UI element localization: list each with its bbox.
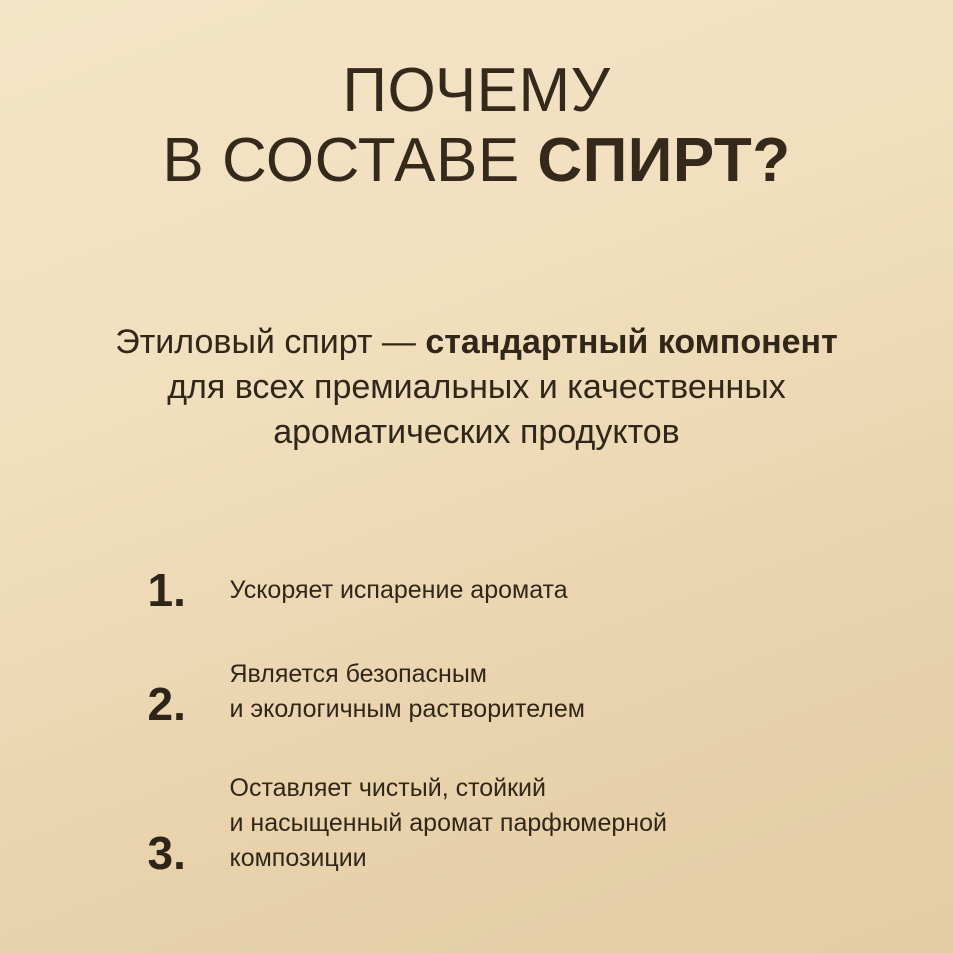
title-line-2-plain: В СОСТАВЕ (162, 126, 538, 196)
list-item-text (230, 771, 667, 876)
list-item-line: и экологичным растворителем (229, 695, 585, 724)
list-item-line: Ускоряет испарение аромата (229, 575, 568, 604)
intro-part-2: для всех премиальных и качественных ароматических продуктов (167, 367, 786, 452)
list-item (147, 771, 868, 880)
list-item-number: 2. (147, 678, 186, 731)
page-title (60, 56, 893, 196)
list-item-number: 3. (147, 827, 186, 880)
title-line-2 (60, 126, 893, 196)
title-line-1: ПОЧЕМУ (342, 56, 611, 125)
list-item (147, 657, 868, 731)
title-accent-word: СПИРТ? (537, 126, 791, 196)
list-item-line: Оставляет чистый, стойкий (229, 774, 546, 803)
list-item-line: композиции (229, 844, 367, 873)
list-item-line: Является безопасным (229, 660, 487, 689)
list-item-text (230, 657, 585, 727)
intro-paragraph (107, 320, 847, 456)
intro-bold-phrase: стандартный компонент (425, 322, 838, 361)
intro-part-1: Этиловый спирт — (115, 322, 426, 361)
list-item-number: 1. (147, 564, 186, 617)
benefits-list (147, 564, 868, 880)
list-item (147, 564, 868, 617)
list-item-text (230, 573, 568, 608)
list-item-line: и насыщенный аромат парфюмерной (229, 809, 667, 838)
